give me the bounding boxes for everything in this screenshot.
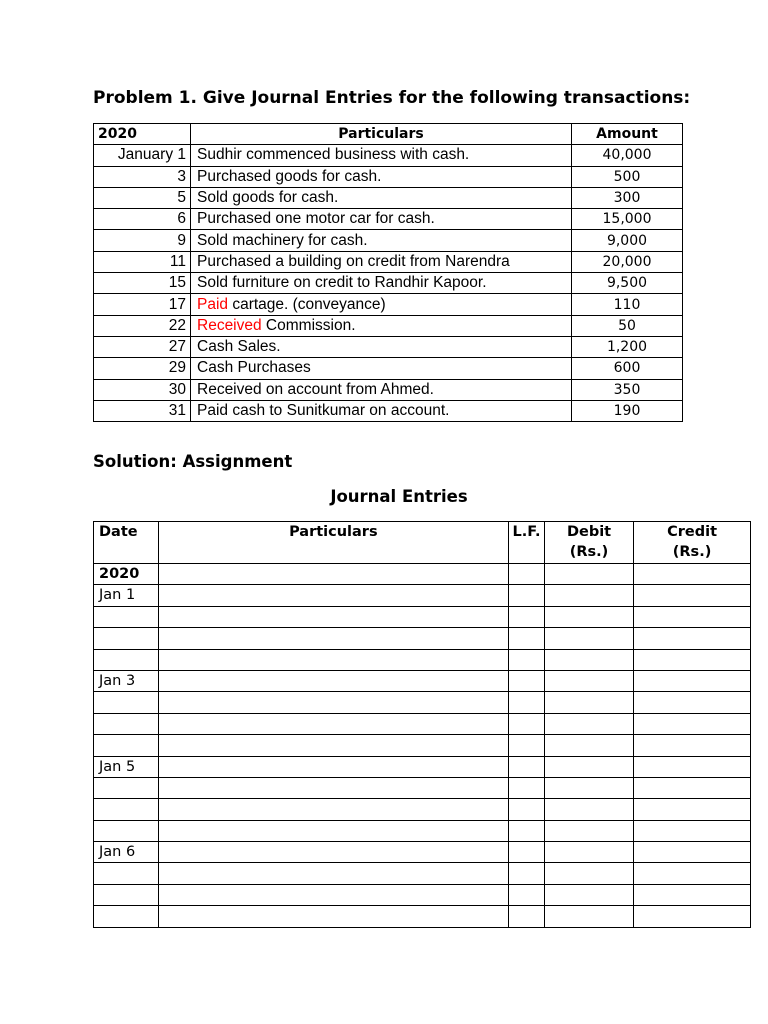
journal-row — [94, 585, 751, 606]
header-credit: Credit (Rs.) — [634, 522, 751, 564]
transaction-row — [94, 379, 683, 400]
transaction-particulars: Cash Purchases — [191, 358, 572, 379]
journal-lf — [509, 799, 545, 820]
transaction-row — [94, 209, 683, 230]
journal-heading: Journal Entries — [330, 487, 468, 506]
transaction-particulars: Sudhir commenced business with cash. — [191, 145, 572, 166]
journal-lf — [509, 564, 545, 585]
journal-lf — [509, 884, 545, 905]
journal-credit — [634, 756, 751, 777]
transaction-date: 27 — [94, 336, 191, 357]
transaction-amount: 1,200 — [572, 336, 683, 357]
journal-credit — [634, 585, 751, 606]
transaction-date: 6 — [94, 209, 191, 230]
journal-particulars — [158, 884, 509, 905]
journal-lf — [509, 756, 545, 777]
particulars-text: cartage. (conveyance) — [228, 295, 386, 313]
journal-row — [94, 799, 751, 820]
transaction-row — [94, 358, 683, 379]
journal-particulars — [158, 585, 509, 606]
journal-lf — [509, 820, 545, 841]
journal-row — [94, 670, 751, 691]
transaction-date: January 1 — [94, 145, 191, 166]
transaction-row — [94, 166, 683, 187]
journal-debit — [544, 649, 633, 670]
journal-header-row — [94, 522, 751, 564]
journal-debit — [544, 884, 633, 905]
journal-row — [94, 713, 751, 734]
journal-particulars — [158, 713, 509, 734]
transaction-row — [94, 187, 683, 208]
journal-lf — [509, 606, 545, 627]
journal-lf — [509, 863, 545, 884]
journal-date — [94, 884, 159, 905]
transaction-amount: 15,000 — [572, 209, 683, 230]
transaction-amount: 300 — [572, 187, 683, 208]
transaction-date: 3 — [94, 166, 191, 187]
particulars-text: Commission. — [261, 316, 356, 334]
transaction-row — [94, 251, 683, 272]
journal-credit — [634, 670, 751, 691]
journal-debit — [544, 777, 633, 798]
journal-credit — [634, 799, 751, 820]
problem-title: Problem 1. Give Journal Entries for the following transactions: — [93, 88, 691, 108]
journal-row — [94, 777, 751, 798]
transaction-particulars — [191, 315, 572, 336]
journal-row — [94, 863, 751, 884]
header-year: 2020 — [94, 124, 191, 145]
journal-debit — [544, 585, 633, 606]
journal-credit — [634, 842, 751, 863]
journal-credit — [634, 606, 751, 627]
transaction-particulars: Paid cash to Sunitkumar on account. — [191, 400, 572, 421]
transaction-particulars: Received on account from Ahmed. — [191, 379, 572, 400]
journal-credit — [634, 820, 751, 841]
transaction-date: 15 — [94, 273, 191, 294]
journal-particulars — [158, 842, 509, 863]
journal-credit — [634, 735, 751, 756]
header-particulars: Particulars — [158, 522, 509, 564]
transaction-amount: 9,000 — [572, 230, 683, 251]
transaction-row — [94, 230, 683, 251]
transaction-row — [94, 294, 683, 315]
transaction-particulars: Purchased goods for cash. — [191, 166, 572, 187]
transaction-date: 9 — [94, 230, 191, 251]
transactions-header-row — [94, 124, 683, 145]
transaction-date: 5 — [94, 187, 191, 208]
journal-debit — [544, 842, 633, 863]
journal-particulars — [158, 670, 509, 691]
transaction-date: 22 — [94, 315, 191, 336]
journal-debit — [544, 735, 633, 756]
journal-row — [94, 606, 751, 627]
journal-row — [94, 649, 751, 670]
transaction-particulars: Sold machinery for cash. — [191, 230, 572, 251]
journal-credit — [634, 906, 751, 927]
transaction-amount: 20,000 — [572, 251, 683, 272]
journal-lf — [509, 842, 545, 863]
journal-particulars — [158, 777, 509, 798]
journal-particulars — [158, 863, 509, 884]
journal-lf — [509, 906, 545, 927]
transaction-amount: 110 — [572, 294, 683, 315]
journal-debit — [544, 670, 633, 691]
journal-date — [94, 777, 159, 798]
journal-lf — [509, 777, 545, 798]
transactions-table — [93, 123, 683, 422]
transaction-amount: 600 — [572, 358, 683, 379]
transaction-row — [94, 400, 683, 421]
journal-debit — [544, 692, 633, 713]
transaction-date: 17 — [94, 294, 191, 315]
journal-row — [94, 884, 751, 905]
transaction-amount: 50 — [572, 315, 683, 336]
journal-credit — [634, 777, 751, 798]
transaction-particulars: Cash Sales. — [191, 336, 572, 357]
journal-particulars — [158, 799, 509, 820]
transaction-date: 29 — [94, 358, 191, 379]
journal-date — [94, 863, 159, 884]
journal-lf — [509, 692, 545, 713]
journal-heading-wrap — [0, 487, 768, 506]
journal-row — [94, 906, 751, 927]
journal-row — [94, 628, 751, 649]
journal-date — [94, 606, 159, 627]
journal-debit — [544, 564, 633, 585]
journal-credit — [634, 564, 751, 585]
transaction-particulars: Purchased one motor car for cash. — [191, 209, 572, 230]
journal-row — [94, 735, 751, 756]
transaction-amount: 500 — [572, 166, 683, 187]
journal-credit — [634, 884, 751, 905]
journal-lf — [509, 585, 545, 606]
journal-date — [94, 799, 159, 820]
transaction-date: 11 — [94, 251, 191, 272]
transaction-row — [94, 336, 683, 357]
journal-date: 2020 — [94, 564, 159, 585]
journal-debit — [544, 756, 633, 777]
journal-date: Jan 5 — [94, 756, 159, 777]
journal-particulars — [158, 649, 509, 670]
header-amount: Amount — [572, 124, 683, 145]
journal-date — [94, 820, 159, 841]
journal-date: Jan 6 — [94, 842, 159, 863]
journal-particulars — [158, 564, 509, 585]
transaction-particulars — [191, 294, 572, 315]
journal-debit — [544, 606, 633, 627]
journal-row — [94, 564, 751, 585]
journal-row — [94, 692, 751, 713]
transaction-particulars: Sold furniture on credit to Randhir Kapoor. — [191, 273, 572, 294]
journal-particulars — [158, 906, 509, 927]
journal-lf — [509, 628, 545, 649]
journal-credit — [634, 863, 751, 884]
transaction-row — [94, 273, 683, 294]
journal-debit — [544, 799, 633, 820]
journal-row — [94, 820, 751, 841]
header-debit: Debit (Rs.) — [544, 522, 633, 564]
journal-date — [94, 649, 159, 670]
journal-particulars — [158, 820, 509, 841]
journal-date — [94, 713, 159, 734]
journal-debit — [544, 628, 633, 649]
journal-lf — [509, 713, 545, 734]
journal-date — [94, 906, 159, 927]
journal-credit — [634, 628, 751, 649]
header-date: Date — [94, 522, 159, 564]
journal-table — [93, 521, 751, 928]
transaction-amount: 9,500 — [572, 273, 683, 294]
header-lf: L.F. — [509, 522, 545, 564]
journal-debit — [544, 863, 633, 884]
transaction-amount: 350 — [572, 379, 683, 400]
journal-lf — [509, 670, 545, 691]
journal-particulars — [158, 756, 509, 777]
journal-particulars — [158, 692, 509, 713]
transaction-date: 31 — [94, 400, 191, 421]
journal-particulars — [158, 606, 509, 627]
highlighted-word: Paid — [197, 295, 229, 313]
transaction-row — [94, 145, 683, 166]
journal-lf — [509, 649, 545, 670]
journal-particulars — [158, 735, 509, 756]
header-particulars: Particulars — [191, 124, 572, 145]
transaction-date: 30 — [94, 379, 191, 400]
transaction-particulars: Sold goods for cash. — [191, 187, 572, 208]
journal-date: Jan 3 — [94, 670, 159, 691]
journal-date — [94, 692, 159, 713]
solution-heading: Solution: Assignment — [93, 452, 293, 471]
journal-debit — [544, 713, 633, 734]
journal-particulars — [158, 628, 509, 649]
journal-row — [94, 842, 751, 863]
journal-lf — [509, 735, 545, 756]
journal-row — [94, 756, 751, 777]
transaction-row — [94, 315, 683, 336]
journal-debit — [544, 820, 633, 841]
journal-debit — [544, 906, 633, 927]
journal-date — [94, 735, 159, 756]
highlighted-word: Received — [197, 316, 262, 334]
transaction-particulars: Purchased a building on credit from Narendra — [191, 251, 572, 272]
journal-credit — [634, 692, 751, 713]
transaction-amount: 40,000 — [572, 145, 683, 166]
journal-date: Jan 1 — [94, 585, 159, 606]
journal-credit — [634, 713, 751, 734]
journal-credit — [634, 649, 751, 670]
journal-date — [94, 628, 159, 649]
transaction-amount: 190 — [572, 400, 683, 421]
